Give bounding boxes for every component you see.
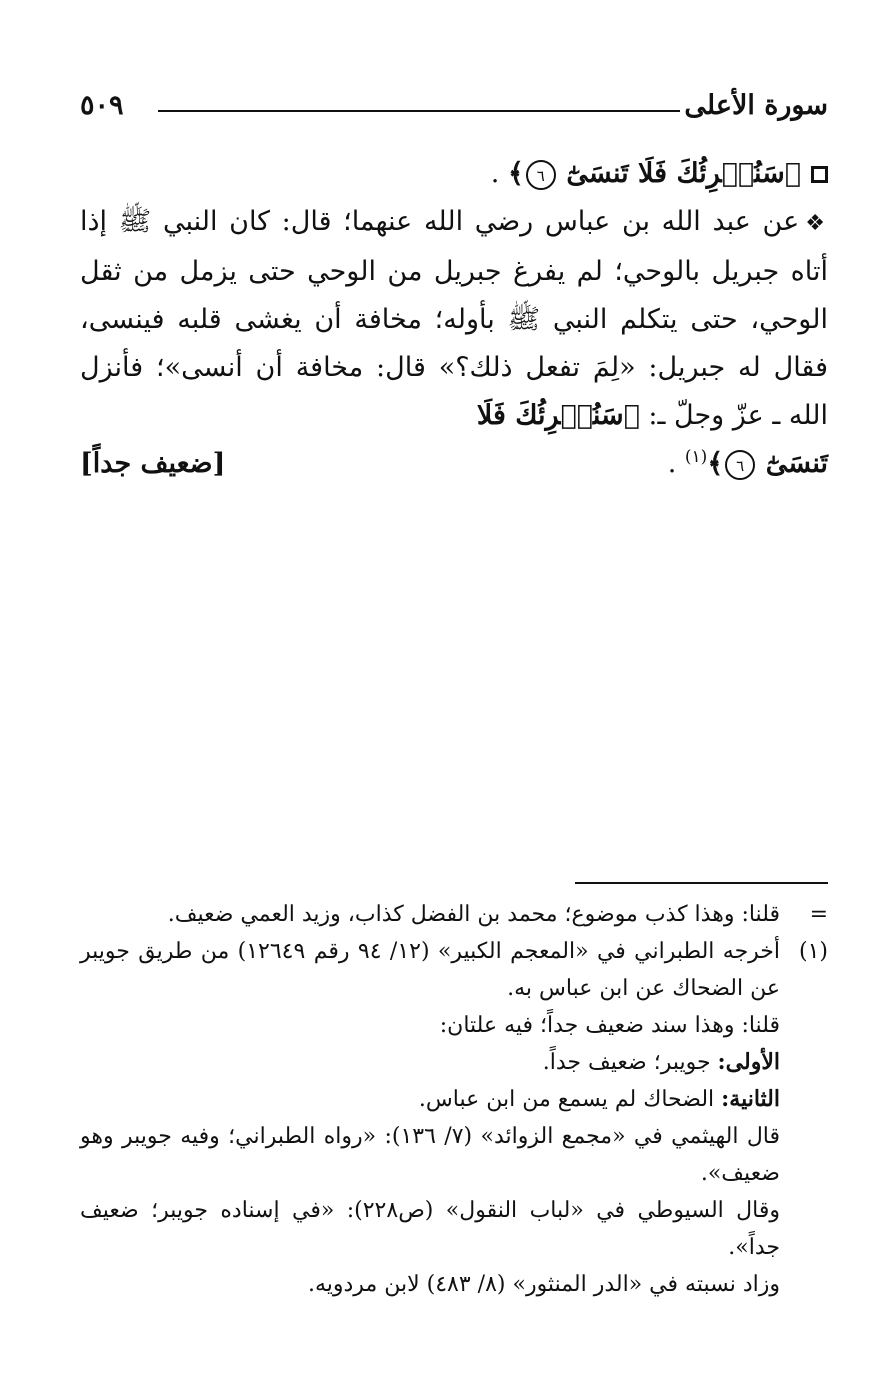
page-header (80, 88, 828, 128)
header-rule (158, 110, 680, 112)
verse-close-bracket: ﴾ (507, 158, 524, 189)
footnote-text: الضحاك لم يسمع من ابن عباس. (418, 1087, 722, 1112)
narration-paragraph (80, 198, 828, 440)
footnote-1 (80, 933, 828, 1303)
narration-verse-close: ﴾ (707, 448, 724, 479)
footnote-paragraph (80, 1044, 780, 1081)
verse-end-mark: . (490, 158, 500, 189)
footnote-paragraph: وقال السيوطي في «لباب النقول» (ص٢٢٨): «في إسناده جويبر؛ ضعيف جداً». (80, 1198, 780, 1260)
footnotes (80, 896, 828, 1303)
narration-verse-open: ﴿ (623, 400, 640, 431)
ayah-number-mark: ٦ (526, 160, 556, 190)
diamond-bullet-icon: ❖ (805, 211, 828, 236)
footnote-separator (575, 882, 828, 884)
grade-line (80, 440, 828, 488)
verse-open-bracket: ﴿ (784, 158, 801, 189)
main-text (80, 150, 828, 488)
square-bullet-icon (811, 166, 828, 183)
footnote-marker: = (809, 902, 828, 927)
footnote-paragraph: قال الهيثمي في «مجمع الزوائد» (٧/ ١٣٦): «رواه الطبراني؛ وفيه جويبر وهو ضعيف». (80, 1124, 781, 1186)
footnote-paragraph: أخرجه الطبراني في «المعجم الكبير» (١٢/ ٩٤ رقم ١٢٦٤٩) من طريق جويبر عن الضحاك عن ابن عباس به. (80, 939, 781, 1001)
page-number: ٥٠٩ (80, 90, 124, 121)
narration-verse-part1: سَنُقۡرِئُكَ فَلَا (476, 400, 624, 431)
footnote-paragraph: قلنا: وهذا سند ضعيف جداً؛ فيه علتان: (439, 1013, 780, 1038)
surah-title: سورة الأعلى (684, 90, 828, 121)
verse-heading (80, 150, 828, 198)
footnote-marker: (١) (798, 939, 828, 964)
narration-ayah-mark: ٦ (725, 450, 755, 480)
verse-text: سَنُقۡرِئُكَ فَلَا تَنسَىٰٓ (566, 158, 785, 189)
footnote-paragraph: وزاد نسبته في «الدر المنثور» (٨/ ٤٨٣) لابن مردويه. (307, 1272, 780, 1297)
footnote-label-second: الثانية: (721, 1086, 780, 1112)
footnote-reference[interactable]: (١) (684, 447, 708, 467)
footnote-paragraph (80, 1081, 780, 1118)
footnote-label-first: الأولى: (717, 1049, 780, 1075)
footnote-text: جويبر؛ ضعيف جداً. (542, 1050, 718, 1075)
narration-text: عن عبد الله بن عباس رضي الله عنهما؛ قال: كان النبي ﷺ إذا أتاه جبريل بالوحي؛ لم يفرغ جبريل من الوحي حتى يزمل من ثقل الوحي، حتى يتكلم النبي ﷺ بأوله؛ مخافة أن يغشى قلبه فينسى، فقال له جبريل: «لِمَ تفعل ذلك؟» قال: مخافة أن أنسى»؛ فأنزل الله ـ عزّ وجلّ ـ: (80, 206, 828, 431)
narration-tail (668, 440, 828, 488)
narration-end-mark: . (667, 448, 677, 479)
footnote-paragraph: قلنا: وهذا كذب موضوع؛ محمد بن الفضل كذاب، وزيد العمي ضعيف. (167, 902, 780, 927)
hadith-grade: [ضعيف جداً] (80, 448, 226, 479)
footnote-continuation (80, 896, 828, 933)
narration-verse-part2: تَنسَىٰٓ (765, 448, 828, 479)
